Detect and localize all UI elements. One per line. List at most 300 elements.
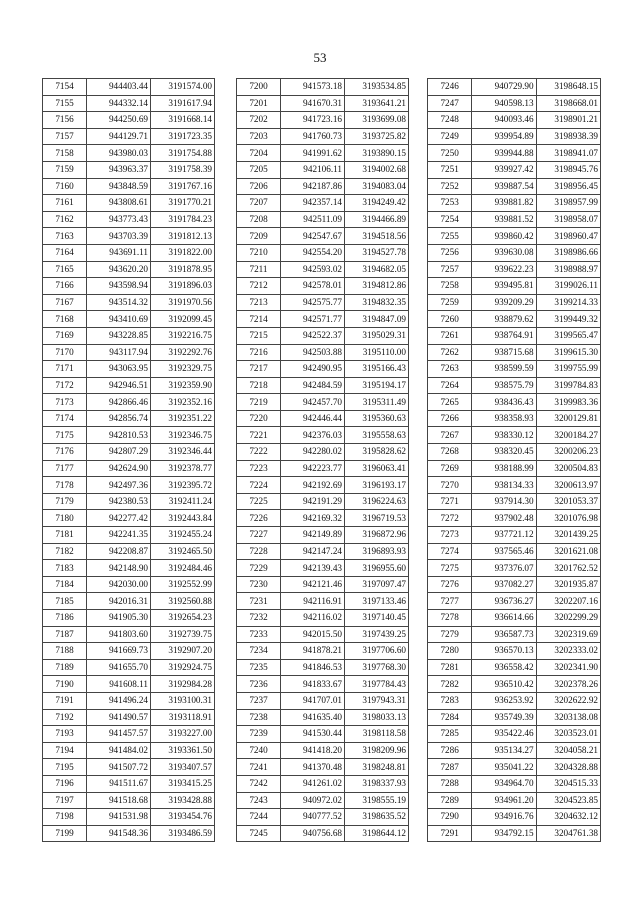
y-coordinate: 3192395.72 (151, 477, 215, 494)
table-row (428, 161, 601, 178)
table-row (237, 228, 409, 245)
table-row (237, 145, 409, 162)
x-coordinate: 942593.02 (281, 261, 345, 278)
point-number: 7246 (428, 79, 472, 96)
y-coordinate: 3194682.05 (345, 261, 409, 278)
y-coordinate: 3200504.83 (536, 460, 600, 477)
y-coordinate: 3197768.30 (345, 659, 409, 676)
x-coordinate: 938599.59 (472, 361, 536, 378)
point-number: 7259 (428, 294, 472, 311)
page-number: 53 (313, 50, 327, 65)
point-number: 7202 (237, 112, 281, 129)
point-number: 7258 (428, 278, 472, 295)
table-row (43, 112, 215, 129)
point-number: 7238 (237, 709, 281, 726)
x-coordinate: 934916.76 (472, 809, 536, 826)
table-row (43, 460, 215, 477)
table-row (428, 128, 601, 145)
point-number: 7268 (428, 444, 472, 461)
point-number: 7205 (237, 161, 281, 178)
table-row (428, 775, 601, 792)
x-coordinate: 935749.39 (472, 709, 536, 726)
y-coordinate: 3197943.31 (345, 692, 409, 709)
x-coordinate: 943980.03 (87, 145, 151, 162)
table-row (43, 211, 215, 228)
point-number: 7265 (428, 394, 472, 411)
point-number: 7272 (428, 510, 472, 527)
y-coordinate: 3199615.30 (536, 344, 600, 361)
point-number: 7225 (237, 493, 281, 510)
point-number: 7173 (43, 394, 87, 411)
table-row (43, 477, 215, 494)
y-coordinate: 3194002.68 (345, 161, 409, 178)
y-coordinate: 3199784.83 (536, 377, 600, 394)
point-number: 7187 (43, 626, 87, 643)
x-coordinate: 942810.53 (87, 427, 151, 444)
point-number: 7163 (43, 228, 87, 245)
point-number: 7192 (43, 709, 87, 726)
table-row (428, 95, 601, 112)
point-number: 7186 (43, 610, 87, 627)
table-row (428, 79, 601, 96)
table-row (43, 128, 215, 145)
y-coordinate: 3191970.56 (151, 294, 215, 311)
x-coordinate: 941490.57 (87, 709, 151, 726)
point-number: 7175 (43, 427, 87, 444)
table-row (43, 543, 215, 560)
table-row (237, 294, 409, 311)
point-number: 7261 (428, 327, 472, 344)
point-number: 7212 (237, 278, 281, 295)
y-coordinate: 3195360.63 (345, 410, 409, 427)
y-coordinate: 3198901.21 (536, 112, 600, 129)
y-coordinate: 3191617.94 (151, 95, 215, 112)
x-coordinate: 942807.29 (87, 444, 151, 461)
x-coordinate: 944403.44 (87, 79, 151, 96)
y-coordinate: 3198033.13 (345, 709, 409, 726)
x-coordinate: 942522.37 (281, 327, 345, 344)
point-number: 7185 (43, 593, 87, 610)
x-coordinate: 941518.68 (87, 792, 151, 809)
x-coordinate: 943703.39 (87, 228, 151, 245)
y-coordinate: 3196224.63 (345, 493, 409, 510)
table-row (43, 361, 215, 378)
point-number: 7289 (428, 792, 472, 809)
x-coordinate: 938188.99 (472, 460, 536, 477)
y-coordinate: 3191767.16 (151, 178, 215, 195)
x-coordinate: 943228.85 (87, 327, 151, 344)
y-coordinate: 3192411.24 (151, 493, 215, 510)
point-number: 7232 (237, 610, 281, 627)
table-row (43, 178, 215, 195)
y-coordinate: 3192346.75 (151, 427, 215, 444)
table-row (428, 692, 601, 709)
table-row (43, 427, 215, 444)
table-row (43, 327, 215, 344)
y-coordinate: 3198668.01 (536, 95, 600, 112)
point-number: 7234 (237, 643, 281, 660)
x-coordinate: 938330.12 (472, 427, 536, 444)
point-number: 7235 (237, 659, 281, 676)
x-coordinate: 936253.92 (472, 692, 536, 709)
table-row (237, 344, 409, 361)
x-coordinate: 940598.13 (472, 95, 536, 112)
y-coordinate: 3197140.45 (345, 610, 409, 627)
table-row (237, 477, 409, 494)
table-row (428, 560, 601, 577)
table-row (428, 377, 601, 394)
x-coordinate: 939954.89 (472, 128, 536, 145)
table-row (43, 626, 215, 643)
point-number: 7224 (237, 477, 281, 494)
table-row (43, 394, 215, 411)
y-coordinate: 3195558.63 (345, 427, 409, 444)
x-coordinate: 941760.73 (281, 128, 345, 145)
x-coordinate: 941905.30 (87, 610, 151, 627)
y-coordinate: 3193890.15 (345, 145, 409, 162)
y-coordinate: 3196193.17 (345, 477, 409, 494)
table-row (237, 726, 409, 743)
table-row (237, 709, 409, 726)
table-row (43, 825, 215, 842)
y-coordinate: 3200129.81 (536, 410, 600, 427)
x-coordinate: 942484.59 (281, 377, 345, 394)
point-number: 7236 (237, 676, 281, 693)
table-row (43, 195, 215, 212)
x-coordinate: 942015.50 (281, 626, 345, 643)
table-row (237, 261, 409, 278)
x-coordinate: 941707.01 (281, 692, 345, 709)
x-coordinate: 943773.43 (87, 211, 151, 228)
point-number: 7270 (428, 477, 472, 494)
point-number: 7247 (428, 95, 472, 112)
y-coordinate: 3196719.53 (345, 510, 409, 527)
x-coordinate: 941507.72 (87, 759, 151, 776)
y-coordinate: 3196893.93 (345, 543, 409, 560)
y-coordinate: 3193227.00 (151, 726, 215, 743)
point-number: 7262 (428, 344, 472, 361)
table-row (237, 361, 409, 378)
y-coordinate: 3191878.95 (151, 261, 215, 278)
table-row (428, 643, 601, 660)
y-coordinate: 3192924.75 (151, 659, 215, 676)
y-coordinate: 3204632.12 (536, 809, 600, 826)
table-row (237, 394, 409, 411)
point-number: 7198 (43, 809, 87, 826)
point-number: 7252 (428, 178, 472, 195)
point-number: 7200 (237, 79, 281, 96)
point-number: 7180 (43, 510, 87, 527)
table-row (428, 112, 601, 129)
table-row (428, 294, 601, 311)
x-coordinate: 942192.69 (281, 477, 345, 494)
table-row (428, 344, 601, 361)
point-number: 7188 (43, 643, 87, 660)
table-row (43, 527, 215, 544)
point-number: 7168 (43, 311, 87, 328)
point-number: 7288 (428, 775, 472, 792)
x-coordinate: 943598.94 (87, 278, 151, 295)
y-coordinate: 3200184.27 (536, 427, 600, 444)
table-row (237, 527, 409, 544)
table-row (237, 95, 409, 112)
point-number: 7253 (428, 195, 472, 212)
y-coordinate: 3198956.45 (536, 178, 600, 195)
point-number: 7207 (237, 195, 281, 212)
y-coordinate: 3198248.81 (345, 759, 409, 776)
table-row (428, 244, 601, 261)
x-coordinate: 942490.95 (281, 361, 345, 378)
x-coordinate: 941833.67 (281, 676, 345, 693)
x-coordinate: 942106.11 (281, 161, 345, 178)
table-row (428, 261, 601, 278)
y-coordinate: 3192351.22 (151, 410, 215, 427)
y-coordinate: 3204761.38 (536, 825, 600, 842)
coordinate-table-1 (42, 78, 215, 842)
x-coordinate: 941846.53 (281, 659, 345, 676)
y-coordinate: 3191668.14 (151, 112, 215, 129)
point-number: 7201 (237, 95, 281, 112)
y-coordinate: 3201053.37 (536, 493, 600, 510)
table-row (237, 643, 409, 660)
table-row (428, 809, 601, 826)
table-row (428, 759, 601, 776)
x-coordinate: 942503.88 (281, 344, 345, 361)
point-number: 7174 (43, 410, 87, 427)
point-number: 7215 (237, 327, 281, 344)
point-number: 7157 (43, 128, 87, 145)
x-coordinate: 937565.46 (472, 543, 536, 560)
table-row (428, 576, 601, 593)
point-number: 7266 (428, 410, 472, 427)
point-number: 7282 (428, 676, 472, 693)
point-number: 7220 (237, 410, 281, 427)
point-number: 7254 (428, 211, 472, 228)
x-coordinate: 940093.46 (472, 112, 536, 129)
x-coordinate: 940756.68 (281, 825, 345, 842)
point-number: 7166 (43, 278, 87, 295)
point-number: 7195 (43, 759, 87, 776)
point-number: 7209 (237, 228, 281, 245)
x-coordinate: 942376.03 (281, 427, 345, 444)
y-coordinate: 3192552.99 (151, 576, 215, 593)
y-coordinate: 3193361.50 (151, 742, 215, 759)
point-number: 7167 (43, 294, 87, 311)
x-coordinate: 941803.60 (87, 626, 151, 643)
table-row (43, 344, 215, 361)
x-coordinate: 938764.91 (472, 327, 536, 344)
y-coordinate: 3204523.85 (536, 792, 600, 809)
x-coordinate: 942147.24 (281, 543, 345, 560)
point-number: 7276 (428, 576, 472, 593)
point-number: 7287 (428, 759, 472, 776)
point-number: 7228 (237, 543, 281, 560)
point-number: 7283 (428, 692, 472, 709)
x-coordinate: 942547.67 (281, 228, 345, 245)
x-coordinate: 941655.70 (87, 659, 151, 676)
y-coordinate: 3198648.15 (536, 79, 600, 96)
x-coordinate: 939495.81 (472, 278, 536, 295)
x-coordinate: 937721.12 (472, 527, 536, 544)
x-coordinate: 942446.44 (281, 410, 345, 427)
point-number: 7197 (43, 792, 87, 809)
y-coordinate: 3191723.35 (151, 128, 215, 145)
y-coordinate: 3191758.39 (151, 161, 215, 178)
y-coordinate: 3194812.86 (345, 278, 409, 295)
y-coordinate: 3195029.31 (345, 327, 409, 344)
point-number: 7237 (237, 692, 281, 709)
point-number: 7156 (43, 112, 87, 129)
y-coordinate: 3199214.33 (536, 294, 600, 311)
table-row (428, 792, 601, 809)
table-row (237, 311, 409, 328)
point-number: 7183 (43, 560, 87, 577)
point-number: 7171 (43, 361, 87, 378)
x-coordinate: 939860.42 (472, 228, 536, 245)
table-row (43, 294, 215, 311)
point-number: 7176 (43, 444, 87, 461)
table-row (43, 775, 215, 792)
point-number: 7194 (43, 742, 87, 759)
y-coordinate: 3194466.89 (345, 211, 409, 228)
y-coordinate: 3202622.92 (536, 692, 600, 709)
table-row (237, 676, 409, 693)
y-coordinate: 3195828.62 (345, 444, 409, 461)
x-coordinate: 944332.14 (87, 95, 151, 112)
table-row (237, 809, 409, 826)
point-number: 7164 (43, 244, 87, 261)
point-number: 7155 (43, 95, 87, 112)
table-row (237, 576, 409, 593)
x-coordinate: 942280.02 (281, 444, 345, 461)
x-coordinate: 936510.42 (472, 676, 536, 693)
point-number: 7182 (43, 543, 87, 560)
point-number: 7199 (43, 825, 87, 842)
x-coordinate: 934964.70 (472, 775, 536, 792)
table-row (428, 676, 601, 693)
table-row (43, 610, 215, 627)
x-coordinate: 942169.32 (281, 510, 345, 527)
y-coordinate: 3196872.96 (345, 527, 409, 544)
table-row (237, 178, 409, 195)
x-coordinate: 941669.73 (87, 643, 151, 660)
y-coordinate: 3198337.93 (345, 775, 409, 792)
table-row (428, 493, 601, 510)
table-row (428, 228, 601, 245)
x-coordinate: 942223.77 (281, 460, 345, 477)
point-number: 7230 (237, 576, 281, 593)
y-coordinate: 3197784.43 (345, 676, 409, 693)
point-number: 7179 (43, 493, 87, 510)
point-number: 7213 (237, 294, 281, 311)
x-coordinate: 942511.09 (281, 211, 345, 228)
y-coordinate: 3198957.99 (536, 195, 600, 212)
x-coordinate: 941261.02 (281, 775, 345, 792)
table-row (428, 659, 601, 676)
x-coordinate: 936736.27 (472, 593, 536, 610)
table-row (43, 709, 215, 726)
point-number: 7160 (43, 178, 87, 195)
x-coordinate: 934961.20 (472, 792, 536, 809)
y-coordinate: 3195110.00 (345, 344, 409, 361)
x-coordinate: 943063.95 (87, 361, 151, 378)
point-number: 7189 (43, 659, 87, 676)
x-coordinate: 939622.23 (472, 261, 536, 278)
y-coordinate: 3199449.32 (536, 311, 600, 328)
point-number: 7269 (428, 460, 472, 477)
y-coordinate: 3192654.23 (151, 610, 215, 627)
y-coordinate: 3200613.97 (536, 477, 600, 494)
point-number: 7274 (428, 543, 472, 560)
y-coordinate: 3198938.39 (536, 128, 600, 145)
table-row (428, 361, 601, 378)
y-coordinate: 3194249.42 (345, 195, 409, 212)
x-coordinate: 943691.11 (87, 244, 151, 261)
x-coordinate: 941418.20 (281, 742, 345, 759)
y-coordinate: 3192378.77 (151, 460, 215, 477)
y-coordinate: 3191770.21 (151, 195, 215, 212)
table-row (237, 493, 409, 510)
table-row (43, 95, 215, 112)
y-coordinate: 3192099.45 (151, 311, 215, 328)
table-row (43, 145, 215, 162)
table-row (237, 593, 409, 610)
table-row (237, 444, 409, 461)
table-row (43, 742, 215, 759)
table-row (237, 742, 409, 759)
table-row (428, 527, 601, 544)
y-coordinate: 3193534.85 (345, 79, 409, 96)
table-row (428, 278, 601, 295)
y-coordinate: 3197133.46 (345, 593, 409, 610)
table-row (237, 427, 409, 444)
point-number: 7165 (43, 261, 87, 278)
x-coordinate: 938436.43 (472, 394, 536, 411)
y-coordinate: 3203138.08 (536, 709, 600, 726)
table-row (428, 195, 601, 212)
x-coordinate: 941670.31 (281, 95, 345, 112)
x-coordinate: 942578.01 (281, 278, 345, 295)
point-number: 7285 (428, 726, 472, 743)
y-coordinate: 3199565.47 (536, 327, 600, 344)
table-row (43, 593, 215, 610)
y-coordinate: 3194847.09 (345, 311, 409, 328)
point-number: 7191 (43, 692, 87, 709)
x-coordinate: 939887.54 (472, 178, 536, 195)
x-coordinate: 942457.70 (281, 394, 345, 411)
point-number: 7211 (237, 261, 281, 278)
table-row (237, 460, 409, 477)
y-coordinate: 3198958.07 (536, 211, 600, 228)
point-number: 7223 (237, 460, 281, 477)
point-number: 7177 (43, 460, 87, 477)
point-number: 7226 (237, 510, 281, 527)
x-coordinate: 942497.36 (87, 477, 151, 494)
y-coordinate: 3204328.88 (536, 759, 600, 776)
table-row (237, 692, 409, 709)
point-number: 7278 (428, 610, 472, 627)
x-coordinate: 942554.20 (281, 244, 345, 261)
table-row (428, 394, 601, 411)
point-number: 7204 (237, 145, 281, 162)
x-coordinate: 935041.22 (472, 759, 536, 776)
y-coordinate: 3198118.58 (345, 726, 409, 743)
point-number: 7264 (428, 377, 472, 394)
x-coordinate: 941991.62 (281, 145, 345, 162)
point-number: 7196 (43, 775, 87, 792)
table-row (428, 211, 601, 228)
table-row (428, 145, 601, 162)
